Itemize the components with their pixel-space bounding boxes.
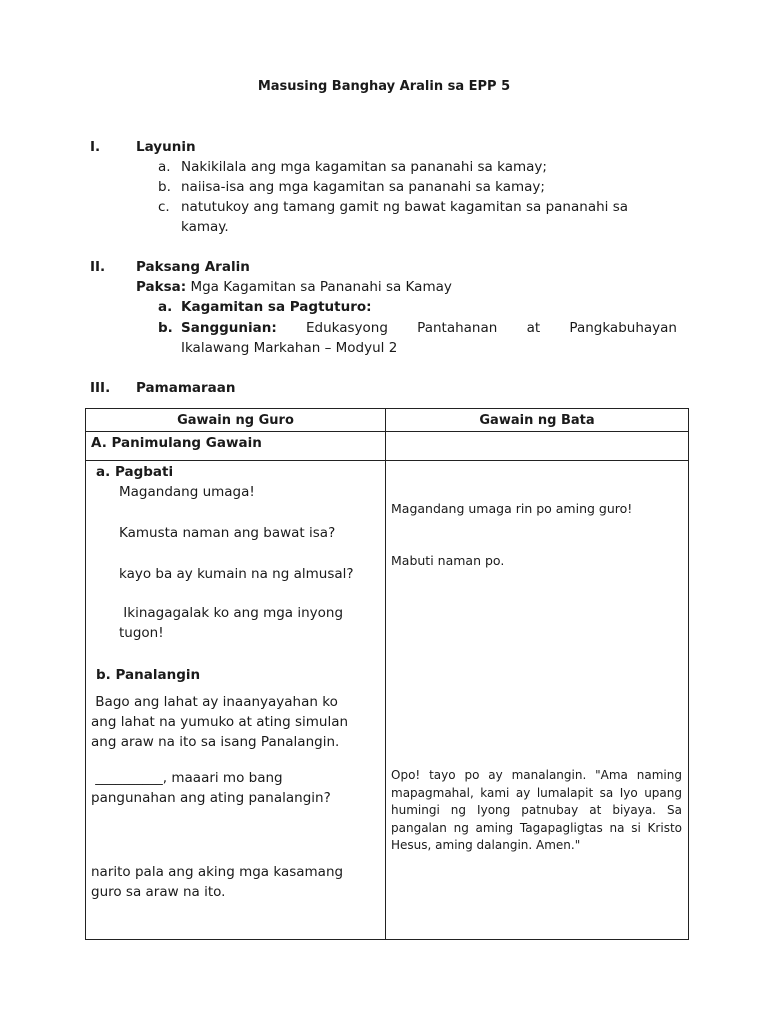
table-header-bata: Gawain ng Bata [479, 413, 595, 428]
bata-prayer-response: Opo! tayo po ay manalangin. "Ama naming mapagmahal, kami ay lumalapit sa Iyo upang humingi ng Iyong patnubay at biyaya. Sa pangalan ng aming Tagapagligtas na si Kristo Hesus, aming dalangin. Amen." [391, 768, 682, 852]
section-heading-layunin: Layunin [136, 139, 196, 155]
table-section-a: A. Panimulang Gawain [91, 435, 262, 451]
guro-line: guro sa araw na ito. [91, 884, 226, 900]
objective-c-text: natutukoy ang tamang gamit ng bawat kagamitan sa pananahi sa [181, 199, 628, 215]
guro-line: Magandang umaga! [119, 484, 255, 500]
guro-line: kayo ba ay kumain na ng almusal? [119, 566, 354, 582]
sanggunian-word: Edukasyong [306, 320, 388, 336]
guro-line: ang araw na ito sa isang Panalangin. [91, 734, 340, 750]
section-numeral-iii: III. [90, 380, 111, 396]
sanggunian-line [181, 318, 677, 338]
sanggunian-word: Pantahanan [417, 320, 498, 336]
section-numeral-i: I. [90, 139, 101, 155]
objective-a-text: Nakikilala ang mga kagamitan sa pananahi sa kamay; [181, 159, 547, 175]
guro-line: pangunahan ang ating panalangin? [91, 790, 331, 806]
section-numeral-ii: II. [90, 259, 106, 275]
objective-letter-b: b. [158, 179, 171, 195]
table-header-divider [86, 431, 688, 432]
objective-letter-a: a. [158, 159, 171, 175]
sanggunian-word: at [526, 320, 541, 336]
paksa-line [136, 277, 452, 297]
document-title: Masusing Banghay Aralin sa EPP 5 [257, 79, 511, 94]
table-column-divider [385, 409, 386, 939]
table-row-divider [86, 460, 688, 461]
guro-line: Bago ang lahat ay inaanyayahan ko [91, 694, 338, 710]
table-header-guro: Gawain ng Guro [177, 413, 294, 428]
guro-line: ang lahat na yumuko at ating simulan [91, 714, 349, 730]
guro-line: __________, maaari mo bang [91, 770, 283, 786]
objective-b-text: naiisa-isa ang mga kagamitan sa pananahi sa kamay; [181, 179, 545, 195]
kagamitan-letter: a. [158, 299, 173, 315]
panalangin-label: b. Panalangin [96, 667, 201, 683]
paksa-text: Mga Kagamitan sa Pananahi sa Kamay [190, 279, 452, 295]
guro-line: narito pala ang aking mga kasamang [91, 864, 344, 880]
bata-response: Mabuti naman po. [391, 553, 505, 568]
objective-c-continuation: kamay. [181, 219, 229, 235]
sanggunian-letter: b. [158, 320, 173, 336]
section-heading-pamamaraan: Pamamaraan [136, 380, 236, 396]
sanggunian-continuation: Ikalawang Markahan – Modyul 2 [181, 340, 398, 356]
guro-line: tugon! [119, 625, 164, 641]
guro-line: Kamusta naman ang bawat isa? [119, 525, 336, 541]
pagbati-label: a. Pagbati [96, 464, 174, 480]
sanggunian-label: Sanggunian: [181, 320, 277, 336]
procedure-table [85, 408, 689, 940]
section-heading-paksang-aralin: Paksang Aralin [136, 259, 250, 275]
sanggunian-word: Pangkabuhayan [569, 320, 677, 336]
guro-line: Ikinagagalak ko ang mga inyong [119, 605, 344, 621]
paksa-label: Paksa: [136, 279, 187, 295]
bata-response: Magandang umaga rin po aming guro! [391, 501, 633, 516]
kagamitan-label: Kagamitan sa Pagtuturo: [181, 299, 372, 315]
objective-letter-c: c. [158, 199, 170, 215]
